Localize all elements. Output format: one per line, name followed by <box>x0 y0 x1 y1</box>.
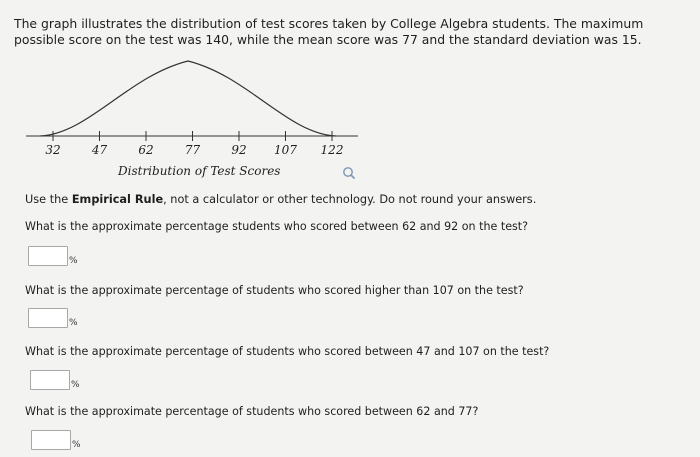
answer-2-group <box>28 308 78 328</box>
answer-3-group <box>30 370 80 390</box>
answer-2-input[interactable] <box>28 308 68 328</box>
answer-1-input[interactable] <box>28 246 68 266</box>
tick-label-77: 77 <box>184 143 201 157</box>
empirical-rule-bold: Empirical Rule <box>71 193 164 206</box>
tick-label-32: 32 <box>45 143 61 157</box>
tick-label-47: 47 <box>91 143 108 157</box>
percent-sign: % <box>71 380 80 390</box>
tick-label-122: 122 <box>320 143 344 157</box>
tick-label-62: 62 <box>138 143 154 157</box>
instructions: Use the Empirical Rule, not a calculator or other technology. Do not round your answers. <box>25 193 537 206</box>
problem-intro: The graph illustrates the distribution of test scores taken by College Algebra students. The maximum possible score on the test was 140, while the mean score was 77 and the standard deviation was 15. <box>14 16 644 47</box>
answer-1-group <box>28 246 78 266</box>
normal-distribution-graph <box>18 56 368 186</box>
question-3: What is the approximate percentage of students who scored between 47 and 107 on the test? <box>25 345 550 358</box>
tick-label-92: 92 <box>231 143 247 157</box>
bell-curve <box>40 61 336 136</box>
question-2: What is the approximate percentage of students who scored higher than 107 on the test? <box>25 284 524 297</box>
answer-4-group <box>31 430 81 450</box>
question-4: What is the approximate percentage of students who scored between 62 and 77? <box>25 405 479 418</box>
answer-4-input[interactable] <box>31 430 71 450</box>
answer-3-input[interactable] <box>30 370 70 390</box>
bell-curve-plot <box>18 56 368 166</box>
percent-sign: % <box>69 256 78 266</box>
zoom-icon[interactable] <box>342 166 356 180</box>
percent-sign: % <box>69 318 78 328</box>
tick-label-107: 107 <box>274 143 297 157</box>
question-1: What is the approximate percentage students who scored between 62 and 92 on the test? <box>25 220 529 233</box>
axis-title: Distribution of Test Scores <box>118 164 281 178</box>
percent-sign: % <box>72 440 81 450</box>
